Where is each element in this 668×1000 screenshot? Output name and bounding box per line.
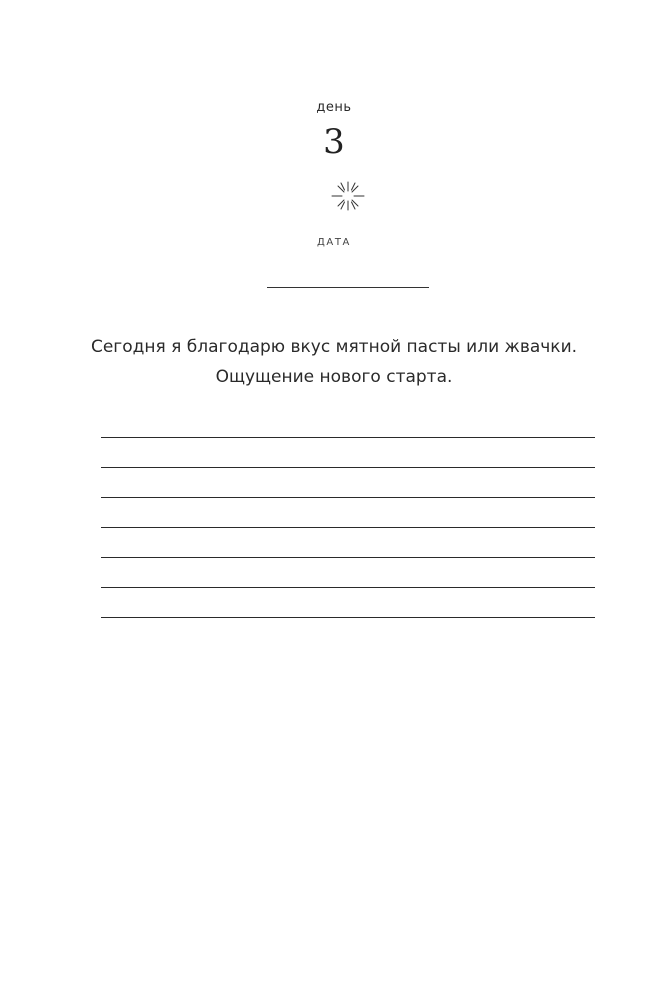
- sparkle-icon: [330, 178, 366, 214]
- writing-line[interactable]: [101, 617, 595, 618]
- writing-line[interactable]: [101, 467, 595, 468]
- writing-line[interactable]: [101, 527, 595, 528]
- date-input-line[interactable]: [267, 287, 429, 288]
- prompt-line-2: Ощущение нового старта.: [215, 367, 453, 387]
- writing-line[interactable]: [101, 437, 595, 438]
- day-label: день: [316, 100, 352, 115]
- writing-area[interactable]: [101, 437, 595, 647]
- day-number: 3: [323, 122, 345, 162]
- date-label: ДАТА: [316, 237, 351, 248]
- prompt-line-1: Сегодня я благодарю вкус мятной пасты или жвачки.: [90, 337, 578, 357]
- gratitude-prompt: [60, 332, 608, 392]
- writing-line[interactable]: [101, 497, 595, 498]
- writing-line[interactable]: [101, 557, 595, 558]
- writing-line[interactable]: [101, 587, 595, 588]
